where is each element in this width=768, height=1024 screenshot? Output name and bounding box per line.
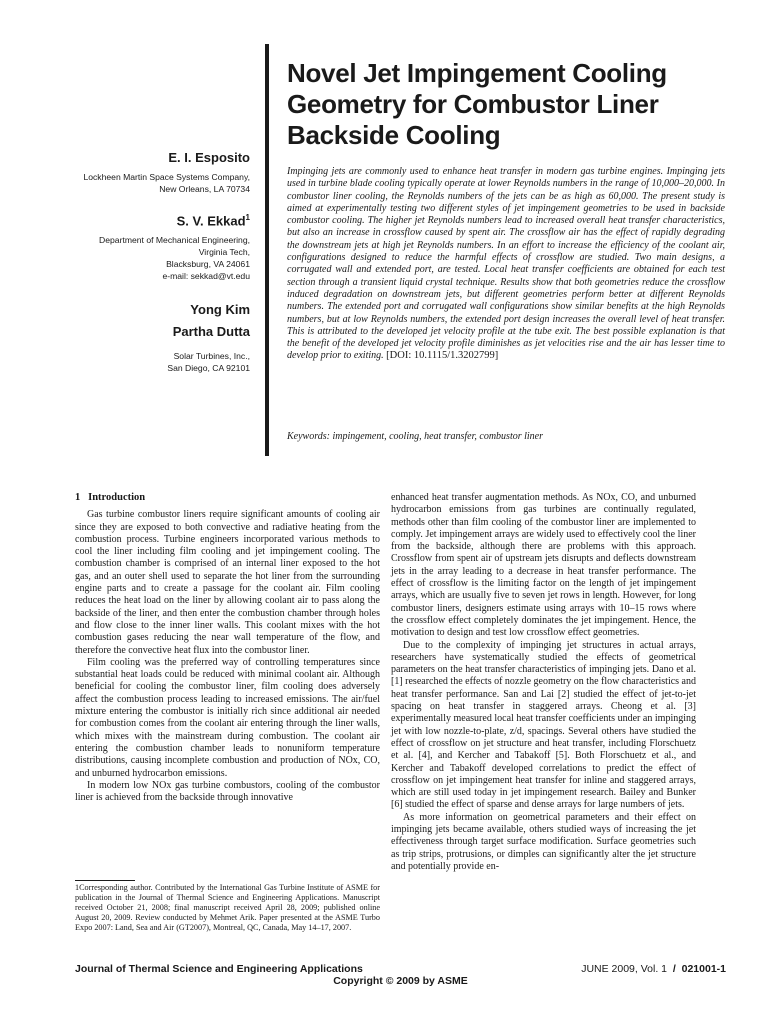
author-name: E. I. Esposito xyxy=(168,150,250,165)
body-paragraph: Gas turbine combustor liners require significant amounts of cooling air since they are exposed to both convective and radiative heating from the combustion process. Turbine engineers incorporated various methods to cool the liner including film cooling and jet impingement cooling. The combustion chamber is comprised of an internal liner exposed to the hot gas, and an outer shell used to separate the hot liner from the surrounding engine parts and to create a passage for the coolant air. Film cooling reduces the heat load on the liner by allowing coolant air to pass along the backside of the liner, and then enter the combustion chamber through holes and flow close to the inner liner walls. This coolant mixes with the hot combustion gases reducing the near wall temperature of the flow, and therefore the convective heat flux into the combustor liner. xyxy=(75,509,380,656)
doi: [DOI: 10.1115/1.3202799] xyxy=(386,350,499,362)
footer-issue: JUNE 2009, Vol. 1 / 021001-1 xyxy=(581,963,726,975)
page-number: 021001-1 xyxy=(681,963,726,975)
paper-title: Novel Jet Impingement Cooling Geometry for Combustor Liner Backside Cooling xyxy=(287,58,667,150)
author-affiliation: Lockheen Martin Space Systems Company, New Orleans, LA 70734 xyxy=(83,172,250,194)
footnote: 1Corresponding author. Contributed by the International Gas Turbine Institute of ASME for publication in the Journal of Thermal Science and Engineering Applications. Manuscript received October 21, 2008; final manuscript received April 28, 2009; published online August 20, 2009. Review conducted by Mehmet Arik. Paper presented at the ASME Turbo Expo 2007: Land, Sea and Air (GT2007), Montreal, QC, Canada, May 14–17, 2007. xyxy=(75,883,380,932)
body-paragraph: In modern low NOx gas turbine combustors, cooling of the combustor liner is achieved from the backside through innovative xyxy=(75,779,380,804)
left-column xyxy=(75,492,380,804)
title-rule xyxy=(265,44,269,456)
body-paragraph: Due to the complexity of impinging jet structures in actual arrays, researchers have systematically studied the effects of geometrical parameters on the heat transfer characteristics of impinging jets. Dano et al. [1] researched the effects of nozzle geometry on the flow characteristics and heat transfer performance. San and Lai [2] studied the effect of jet-to-jet spacing on heat transfer in staggered arrays. Cheong et al. [3] experimentally measured local heat transfer coefficients under an impinging jet with low nozzle-to-plate, z/d, spacings. Several others have studied the effect of crossflow on jet structure and heat transfer, including Florschuetz et al. [4], and Kercher and Tabakoff [5]. Both Florschuetz et al., and Kercher and Tabakoff developed correlations to predict the effect of crossflow on jet impingement heat transfer for inline and staggered arrays, which are still used today in jet impingement research. Bailey and Bunker [6] studied the effect of sparse and dense arrays for large numbers of jets. xyxy=(391,639,696,811)
author-name: Partha Dutta xyxy=(172,324,250,340)
author-block xyxy=(60,150,250,389)
body-paragraph: Film cooling was the preferred way of controlling temperatures since substantial heat loads could be reduced with minimal coolant air. Although beneficial for cooling the combustor liner, film cooling does adversely affect the combustion process leading to increased emissions. The air/fuel mixture entering the combustor is initially rich since additional air needed for combustion comes from the coolant air entering through the liner walls, which mixes with the mainstream during combustion. The coolant air entering the combustion chamber leads to nonuniform temperature distributions, causing incomplete combustion and production of NOx, CO, and unburned hydrocarbon emissions. xyxy=(75,656,380,779)
footnote-rule xyxy=(75,880,135,881)
section-heading: 1 Introduction xyxy=(75,492,146,503)
author-email: e-mail: sekkad@vt.edu xyxy=(162,271,250,282)
copyright: Copyright © 2009 by ASME xyxy=(333,975,468,987)
footer-journal: Journal of Thermal Science and Engineering Applications xyxy=(75,963,363,975)
author-name: S. V. Ekkad$^1$ xyxy=(176,213,250,229)
right-column xyxy=(391,492,696,873)
body-paragraph: As more information on geometrical parameters and their effect on impinging jets became available, others studied ways of increasing the jet effectiveness through target surface modification. Surface geometries such as trip strips, protrusions, or dimples can significantly alter the jet structure and potentially provide en- xyxy=(391,811,696,872)
keywords: Keywords: impingement, cooling, heat transfer, combustor liner xyxy=(287,431,543,442)
author-affiliation: Solar Turbines, Inc., San Diego, CA 92101 xyxy=(167,351,250,374)
author-affiliation: Department of Mechanical Engineering, Virginia Tech, Blacksburg, VA 24061 e-mail: sekkad@vt.edu xyxy=(60,234,250,282)
author-name: Yong Kim xyxy=(190,302,250,318)
abstract: Impinging jets are commonly used to enhance heat transfer in modern gas turbine engines. Impinging jets used in turbine blade cooling typically operate at lower Reynolds numbers in the range of 10,000–20,000. In combustor liner cooling, the Reynolds numbers of the jets can be as high as 60,000. The present study is aimed at experimentally testing two different styles of jet impingement geometries to be used in backside combustor cooling. The higher jet Reynolds numbers lead to increased overall heat transfer characteristics, but also an increase in crossflow caused by spent air. The crossflow air has the effect of rapidly degrading the downstream jets at high jet Reynolds numbers. In an effort to increase the efficiency of the coolant air, configurations designed to reduce the harmful effects of crossflow are studied. Two main designs, a corrugated wall and extended port, are tested. Local heat transfer coefficients are obtained for each test section through a transient liquid crystal technique. Results show that both geometries reduce the crossflow induced degradation on downstream jets, but different geometries perform better at different Reynolds numbers. The extended port and corrugated wall configurations show similar benefits at the high Reynolds numbers, but at low Reynolds numbers, the extended port design increases the overall level of heat transfer. This is attributed to the developed jet velocity profile at the tube exit. The best possible explanation is that the benefit of the developed jet velocity profile diminishes as jet velocities rise and the air has lesser time to develop prior to exiting. [DOI: 10.1115/1.3202799] xyxy=(287,166,725,362)
body-paragraph: enhanced heat transfer augmentation methods. As NOx, CO, and unburned hydrocarbon emissions from gas turbines are continually regulated, methods other than film cooling of the combustor liner are implemented to comply. Jet impingement arrays are widely used to effectively cool the liner from the backside, although there are problems with this approach. Crossflow from spent air of upstream jets disrupts and deflects downstream jets in the array leading to a decrease in heat transfer performance. The effect of crossflow is the limiting factor on the length of jet impingement arrays, which are usually five to seven jet rows in length. However, for long combustor liners, designers estimate using arrays with 10–15 rows where the crossflow effect completely dominates the jet impingement. Hence, the motivation to design and test low crossflow effect geometries. xyxy=(391,492,696,639)
